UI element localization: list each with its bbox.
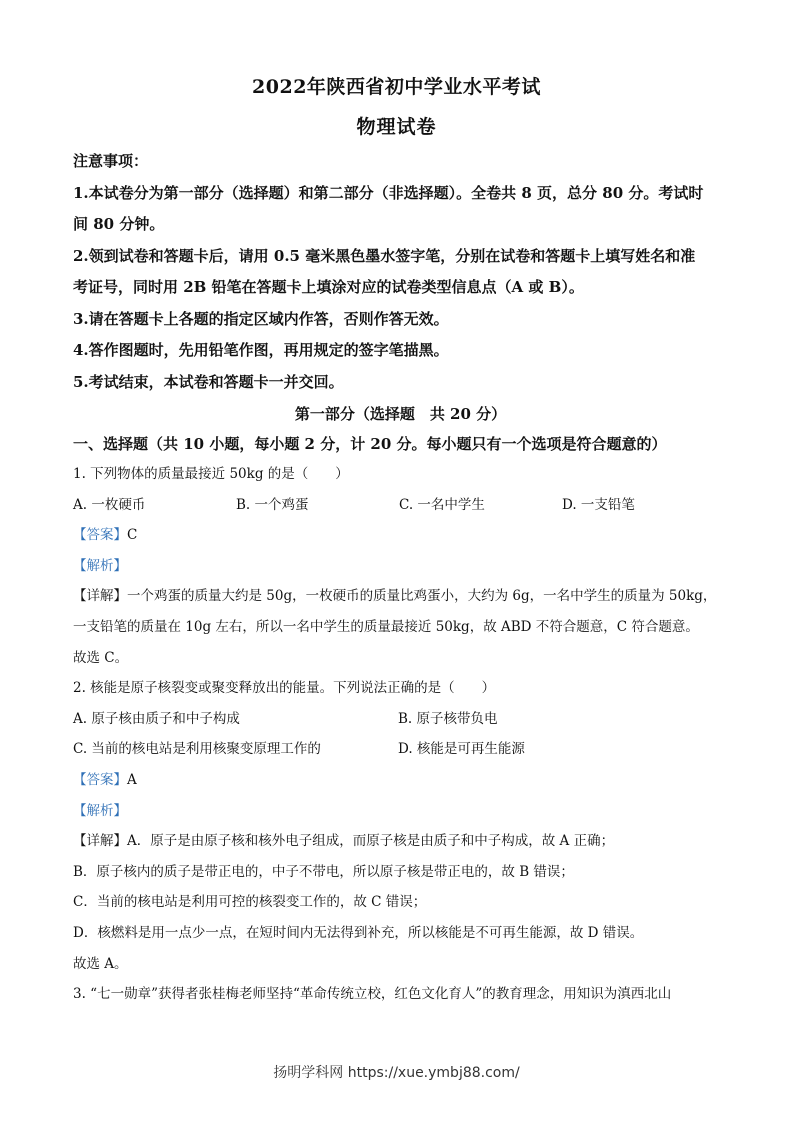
analysis-tag: 【解析】 xyxy=(73,802,127,819)
option-a: A. 原子核由质子和中子构成 xyxy=(73,710,240,727)
section-title: 第一部分（选择题 共 20 分） xyxy=(294,405,507,423)
notes-item: 考证号，同时用 2B 铅笔在答题卡上填涂对应的试卷类型信息点（A 或 B）。 xyxy=(73,278,584,296)
detail-line: 故选 C。 xyxy=(73,649,129,666)
question-options xyxy=(73,734,728,765)
analysis-tag: 【解析】 xyxy=(73,557,127,574)
section-subtitle: 一、选择题（共 10 小题，每小题 2 分，计 20 分。每小题只有一个选项是符合题意的） xyxy=(73,435,667,453)
question-options xyxy=(73,704,728,735)
notes-item: 3.请在答题卡上各题的指定区域内作答，否则作答无效。 xyxy=(73,309,449,328)
analysis-line xyxy=(73,551,728,582)
detail-line: D．核燃料是用一点少一点，在短时间内无法得到补充，所以核能是不可再生能源，故 D 错误。 xyxy=(73,924,644,941)
detail-line xyxy=(73,826,728,857)
option-b: B. 一个鸡蛋 xyxy=(236,496,309,513)
answer-tag: 【答案】 xyxy=(73,527,127,544)
detail-line: 一支铅笔的质量在 10g 左右，所以一名中学生的质量最接近 50kg，故 ABD 不符合题意，C 符合题意。 xyxy=(73,618,699,635)
notes-section xyxy=(73,146,728,398)
question-stem: 1. 下列物体的质量最接近 50kg 的是（ ） xyxy=(73,466,349,482)
question-options xyxy=(73,490,728,521)
option-c: C. 当前的核电站是利用核聚变原理工作的 xyxy=(73,741,321,758)
detail-text: A．原子是由原子核和核外电子组成，而原子核是由质子和中子构成，故 A 正确； xyxy=(127,833,615,850)
answer-tag: 【答案】 xyxy=(73,771,127,788)
notes-item: 5.考试结束，本试卷和答题卡一并交回。 xyxy=(73,372,344,391)
detail-text: 一个鸡蛋的质量大约是 50g，一枚硬币的质量比鸡蛋小，大约为 6g，一名中学生的质量为 50kg， xyxy=(127,588,717,605)
notes-item: 4.答作图题时，先用铅笔作图，再用规定的签字笔描黑。 xyxy=(73,341,449,359)
notes-item: 间 80 分钟。 xyxy=(73,215,165,233)
detail-line xyxy=(73,581,728,612)
answer-line xyxy=(73,765,728,796)
option-d: D. 核能是可再生能源 xyxy=(398,741,525,758)
exam-subtitle: 物理试卷 xyxy=(356,116,437,138)
question-stem: 2. 核能是原子核裂变或聚变释放出的能量。下列说法正确的是（ ） xyxy=(73,680,496,697)
notes-heading: 注意事项： xyxy=(73,152,149,170)
detail-line: 故选 A。 xyxy=(73,955,128,972)
detail-tag: 【详解】 xyxy=(73,588,127,605)
option-a: A. 一枚硬币 xyxy=(73,496,146,513)
option-d: D. 一支铅笔 xyxy=(562,496,635,513)
question-stem: 3. “七一勋章”获得者张桂梅老师坚持“革命传统立校，红色文化育人”的教育理念，用知识为滇西北山 xyxy=(73,986,672,1003)
notes-item: 2.领到试卷和答题卡后，请用 0.5 毫米黑色墨水签字笔，分别在试卷和答题卡上填写姓名和准 xyxy=(73,246,696,265)
analysis-line xyxy=(73,796,728,827)
detail-line: C．当前的核电站是利用可控的核裂变工作的，故 C 错误； xyxy=(73,894,427,911)
detail-tag: 【详解】 xyxy=(73,833,127,850)
page-footer: 扬明学科网 https://xue.ymbj88.com/ xyxy=(273,1065,520,1081)
option-b: B. 原子核带负电 xyxy=(398,710,498,727)
detail-line: B．原子核内的质子是带正电的，中子不带电，所以原子核是带正电的，故 B 错误； xyxy=(73,863,574,880)
notes-item: 1.本试卷分为第一部分（选择题）和第二部分（非选择题）。全卷共 8 页，总分 80 分。考试时 xyxy=(73,183,704,202)
document-body xyxy=(73,146,728,1010)
answer-value: C xyxy=(127,527,138,544)
exam-title: 2022年陕西省初中学业水平考试 xyxy=(252,76,541,98)
option-c: C. 一名中学生 xyxy=(399,496,485,513)
answer-line xyxy=(73,520,728,551)
answer-value: A xyxy=(127,771,137,788)
